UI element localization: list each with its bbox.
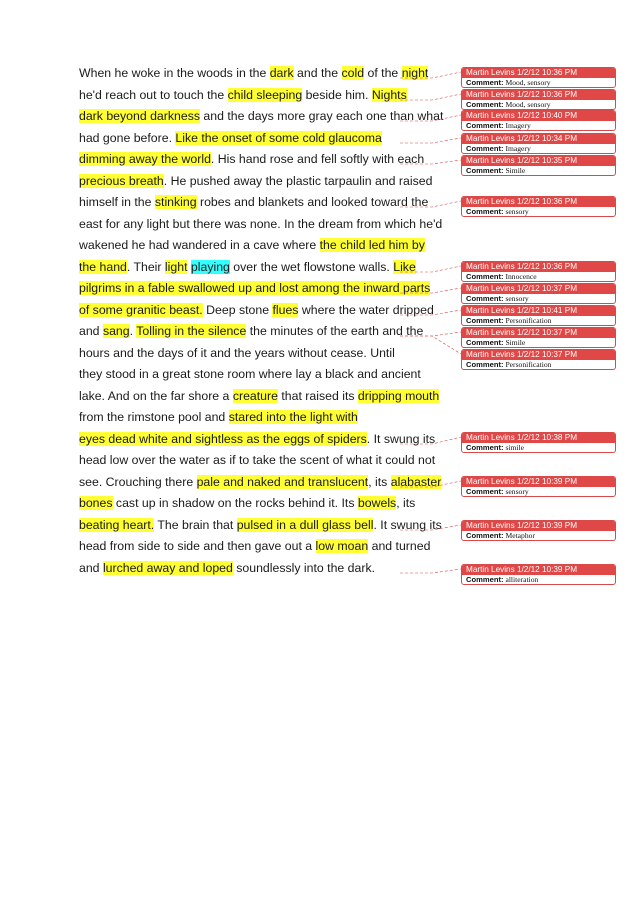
comment-leader-line — [400, 94, 461, 100]
comment-label: Comment: — [466, 316, 504, 325]
comment-author-timestamp: Martin Levins 1/2/12 10:36 PM — [462, 68, 615, 78]
comment-text: Simile — [505, 338, 526, 347]
comment-label: Comment: — [466, 575, 504, 584]
body-text: east for any light but there was none. In the dream from which he'd — [79, 217, 443, 231]
body-text: and the — [293, 66, 342, 80]
body-text: they stood in a great stone room where lay a black and ancient — [79, 367, 421, 381]
comment-leader-line — [400, 332, 461, 336]
comment-balloon[interactable] — [461, 67, 616, 88]
comment-text: sensory — [505, 487, 529, 496]
body-text: himself in the — [79, 195, 155, 209]
comment-author-timestamp: Martin Levins 1/2/12 10:35 PM — [462, 156, 615, 166]
highlighted-text: dripping mouth — [357, 389, 440, 403]
highlighted-text: stinking — [154, 195, 197, 209]
comment-leader-line — [400, 72, 461, 78]
highlighted-text: low moan — [315, 539, 369, 553]
comment-body — [462, 360, 615, 369]
comment-body — [462, 272, 615, 281]
body-text: and turned — [368, 539, 431, 553]
comment-balloon[interactable] — [461, 327, 616, 348]
comment-leader-line — [400, 569, 461, 573]
body-text: Deep stone — [202, 303, 273, 317]
comment-leader-line — [400, 288, 461, 293]
comment-text: Personification — [505, 316, 552, 325]
comment-label: Comment: — [466, 144, 504, 153]
comment-body — [462, 121, 615, 130]
comment-text: Mood, sensory — [505, 100, 551, 109]
comment-text: Metaphor — [505, 531, 535, 540]
comment-label: Comment: — [466, 166, 504, 175]
comment-body — [462, 443, 615, 452]
comment-text: Mood, sensory — [505, 78, 551, 87]
comment-label: Comment: — [466, 100, 504, 109]
body-text: head from side to side and then gave out a — [79, 539, 316, 553]
comment-label: Comment: — [466, 531, 504, 540]
comment-leader-line — [400, 437, 461, 444]
comment-author-timestamp: Martin Levins 1/2/12 10:34 PM — [462, 134, 615, 144]
comment-balloon[interactable] — [461, 564, 616, 585]
comment-author-timestamp: Martin Levins 1/2/12 10:37 PM — [462, 328, 615, 338]
highlighted-text: sang — [102, 324, 130, 338]
body-text: wakened he had wandered in a cave where — [79, 238, 320, 252]
body-text: , its — [396, 496, 416, 510]
body-text: and — [79, 324, 103, 338]
comment-author-timestamp: Martin Levins 1/2/12 10:37 PM — [462, 350, 615, 360]
comment-author-timestamp: Martin Levins 1/2/12 10:36 PM — [462, 197, 615, 207]
comment-body — [462, 207, 615, 216]
highlighted-text: light — [164, 260, 188, 274]
body-text: over the wet flowstone walls. — [229, 260, 394, 274]
comment-label: Comment: — [466, 360, 504, 369]
comment-balloon[interactable] — [461, 196, 616, 217]
comment-leader-line — [400, 266, 461, 272]
highlighted-text: dark — [269, 66, 294, 80]
comment-label: Comment: — [466, 487, 504, 496]
highlighted-text: child sleeping — [227, 88, 303, 102]
body-text: The brain that — [154, 518, 237, 532]
comment-label: Comment: — [466, 272, 504, 281]
body-text: soundlessly into the dark. — [232, 561, 376, 575]
comment-author-timestamp: Martin Levins 1/2/12 10:39 PM — [462, 477, 615, 487]
body-text: . It swung its — [366, 432, 436, 446]
highlighted-text: dark beyond darkness — [79, 109, 200, 123]
highlighted-text: Like the onset of some cold glaucoma — [175, 131, 382, 145]
body-text: beside him. — [302, 88, 372, 102]
comment-label: Comment: — [466, 294, 504, 303]
comment-balloon[interactable] — [461, 261, 616, 282]
highlighted-text: flues — [272, 303, 299, 317]
body-text: . Their — [126, 260, 165, 274]
comment-author-timestamp: Martin Levins 1/2/12 10:37 PM — [462, 284, 615, 294]
highlighted-text: the hand — [79, 260, 127, 274]
body-text: the minutes of the earth and the — [246, 324, 424, 338]
comment-author-timestamp: Martin Levins 1/2/12 10:39 PM — [462, 565, 615, 575]
highlighted-text-cyan: playing — [190, 260, 230, 274]
comment-text: simile — [505, 443, 525, 452]
highlighted-text: cold — [341, 66, 365, 80]
comment-label: Comment: — [466, 338, 504, 347]
comment-leader-line — [400, 336, 461, 354]
comment-balloon[interactable] — [461, 155, 616, 176]
comment-author-timestamp: Martin Levins 1/2/12 10:36 PM — [462, 90, 615, 100]
comment-author-timestamp: Martin Levins 1/2/12 10:38 PM — [462, 433, 615, 443]
comment-text: Personification — [505, 360, 552, 369]
comment-text: Innocence — [505, 272, 537, 281]
body-text: . It swung its — [373, 518, 442, 532]
comment-author-timestamp: Martin Levins 1/2/12 10:36 PM — [462, 262, 615, 272]
highlighted-text: night — [401, 66, 429, 80]
highlighted-text: alabaster — [390, 475, 442, 489]
comment-balloon[interactable] — [461, 110, 616, 131]
comment-text: Simile — [505, 166, 526, 175]
body-text: . — [129, 324, 137, 338]
highlighted-text: stared into the light with — [228, 410, 358, 424]
body-text: . His hand rose and fell softly with each — [210, 152, 425, 166]
highlighted-text: pilgrims in a fable swallowed up and lost among the inward parts — [79, 281, 431, 295]
highlighted-text: the child led him by — [319, 238, 425, 252]
highlighted-text: of some granitic beast. — [79, 303, 203, 317]
body-text: and — [79, 561, 103, 575]
body-text: that raised its — [277, 389, 358, 403]
comment-body — [462, 100, 615, 109]
comment-balloon[interactable] — [461, 476, 616, 497]
comment-leader-line — [400, 310, 461, 315]
highlighted-text: Nights — [371, 88, 407, 102]
comment-leader-line — [400, 525, 461, 530]
comment-balloon[interactable] — [461, 520, 616, 541]
comment-text: alliteration — [505, 575, 539, 584]
highlighted-text: dimming away the world — [79, 152, 211, 166]
comment-label: Comment: — [466, 121, 504, 130]
comment-body — [462, 338, 615, 347]
highlighted-text: precious breath — [79, 174, 164, 188]
highlighted-text: bowels — [357, 496, 397, 510]
comment-author-timestamp: Martin Levins 1/2/12 10:39 PM — [462, 521, 615, 531]
comment-label: Comment: — [466, 207, 504, 216]
body-text: where the water dripped — [298, 303, 434, 317]
body-text: from the rimstone pool and — [79, 410, 229, 424]
body-text: When he woke in the woods in the — [79, 66, 270, 80]
highlighted-text: creature — [232, 389, 278, 403]
body-text: , its — [368, 475, 391, 489]
body-text: lake. And on the far shore a — [79, 389, 233, 403]
comment-body — [462, 487, 615, 496]
comment-text: sensory — [505, 207, 529, 216]
comment-leader-line — [400, 115, 461, 121]
comment-body — [462, 316, 615, 325]
body-text: of the — [364, 66, 402, 80]
comment-label: Comment: — [466, 78, 504, 87]
comment-body — [462, 78, 615, 87]
comment-text: sensory — [505, 294, 529, 303]
comment-leader-line — [400, 201, 461, 207]
highlighted-text: eyes dead white and sightless as the eggs of spiders — [79, 432, 367, 446]
body-text: robes and blankets and looked toward the — [196, 195, 429, 209]
comment-balloon[interactable] — [461, 432, 616, 453]
comment-text: Imagery — [505, 144, 531, 153]
comment-leader-line — [400, 481, 461, 487]
comment-body — [462, 294, 615, 303]
body-text: and the days more gray each one than what — [200, 109, 444, 123]
comment-leader-line — [400, 138, 461, 143]
comment-body — [462, 575, 615, 584]
highlighted-text: bones — [79, 496, 113, 510]
comment-leader-line — [400, 160, 461, 164]
body-text: head low over the water as if to take the scent of what it could not — [79, 453, 436, 467]
highlighted-text: lurched away and loped — [102, 561, 233, 575]
comment-balloon[interactable] — [461, 305, 616, 326]
body-text: cast up in shadow on the rocks behind it. Its — [112, 496, 358, 510]
body-text: had gone before. — [79, 131, 176, 145]
body-text: hours and the days of it and the years without cease. Until — [79, 346, 395, 360]
comment-body — [462, 144, 615, 153]
comment-author-timestamp: Martin Levins 1/2/12 10:41 PM — [462, 306, 615, 316]
comment-balloon[interactable] — [461, 89, 616, 110]
highlighted-text: Tolling in the silence — [136, 324, 247, 338]
body-text: . He pushed away the plastic tarpaulin and raised — [163, 174, 433, 188]
comment-label: Comment: — [466, 443, 504, 452]
highlighted-text: beating heart. — [79, 518, 155, 532]
comment-body — [462, 166, 615, 175]
comment-balloon[interactable] — [461, 283, 616, 304]
highlighted-text: pale and naked and translucent — [196, 475, 369, 489]
body-text: he'd reach out to touch the — [79, 88, 228, 102]
comment-author-timestamp: Martin Levins 1/2/12 10:40 PM — [462, 111, 615, 121]
highlighted-text: Like — [393, 260, 416, 274]
comment-body — [462, 531, 615, 540]
highlighted-text: pulsed in a dull glass bell — [236, 518, 374, 532]
body-text: see. Crouching there — [79, 475, 197, 489]
comment-text: Imagery — [505, 121, 531, 130]
comment-balloon[interactable] — [461, 349, 616, 370]
comment-balloon[interactable] — [461, 133, 616, 154]
